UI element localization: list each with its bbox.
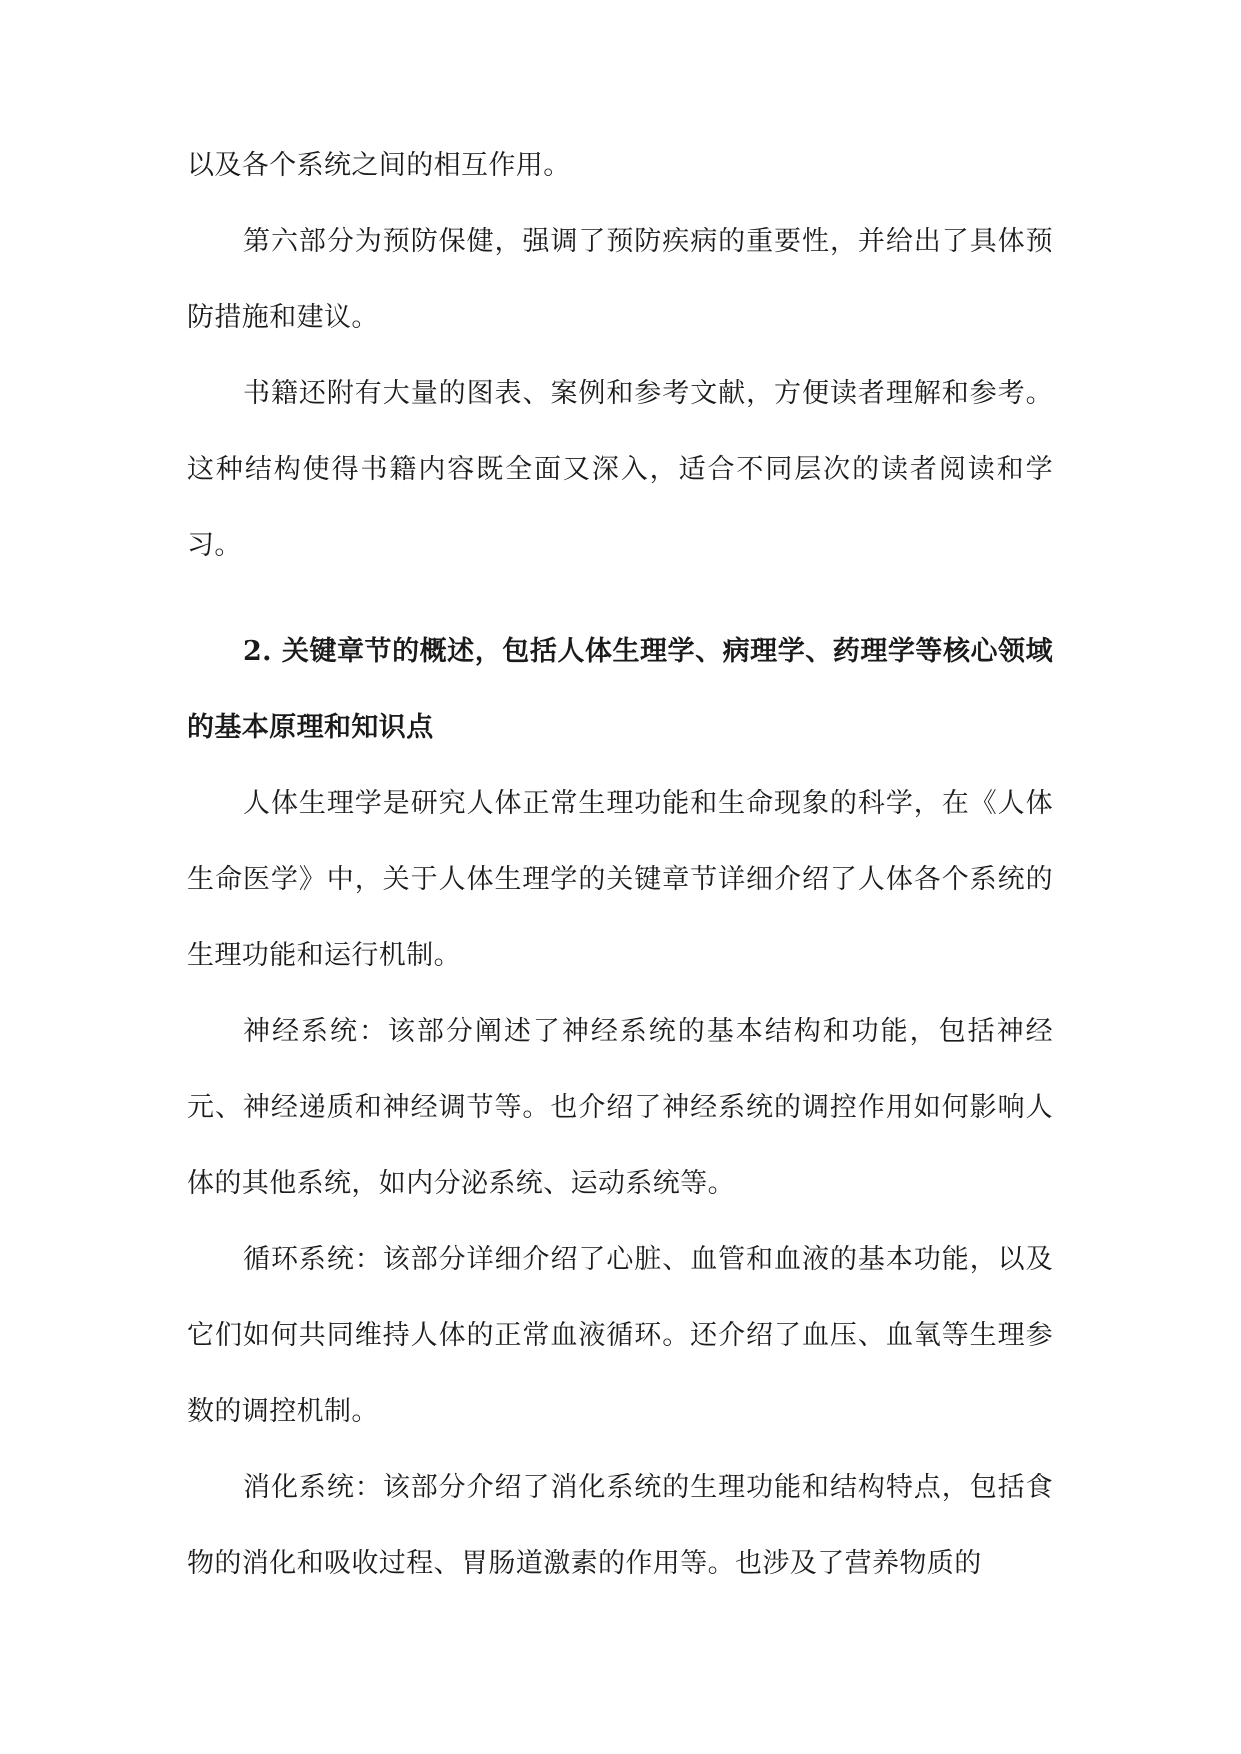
paragraph-physiology-intro: 人体生理学是研究人体正常生理功能和生命现象的科学，在《人体生命医学》中，关于人体生理学的关键章节详细介绍了人体各个系统的生理功能和运行机制。 — [187, 788, 1053, 971]
section-heading: 2. 关键章节的概述，包括人体生理学、病理学、药理学等核心领域的基本原理和知识点 — [187, 636, 1053, 743]
paragraph-circulatory-system: 循环系统：该部分详细介绍了心脏、血管和血液的基本功能，以及它们如何共同维持人体的正常血液循环。还介绍了血压、血氧等生理参数的调控机制。 — [187, 1244, 1053, 1427]
paragraph-prevention: 第六部分为预防保健，强调了预防疾病的重要性，并给出了具体预防措施和建议。 — [187, 226, 1053, 333]
document-page — [187, 128, 1053, 1602]
paragraph-nervous-system: 神经系统：该部分阐述了神经系统的基本结构和功能，包括神经元、神经递质和神经调节等。也介绍了神经系统的调控作用如何影响人体的其他系统，如内分泌系统、运动系统等。 — [187, 1016, 1053, 1199]
paragraph-digestive-system: 消化系统：该部分介绍了消化系统的生理功能和结构特点，包括食物的消化和吸收过程、胃肠道激素的作用等。也涉及了营养物质的 — [187, 1472, 1053, 1579]
paragraph-book-structure: 书籍还附有大量的图表、案例和参考文献，方便读者理解和参考。这种结构使得书籍内容既全面又深入，适合不同层次的读者阅读和学习。 — [187, 378, 1053, 561]
paragraph-continuation: 以及各个系统之间的相互作用。 — [187, 150, 571, 181]
